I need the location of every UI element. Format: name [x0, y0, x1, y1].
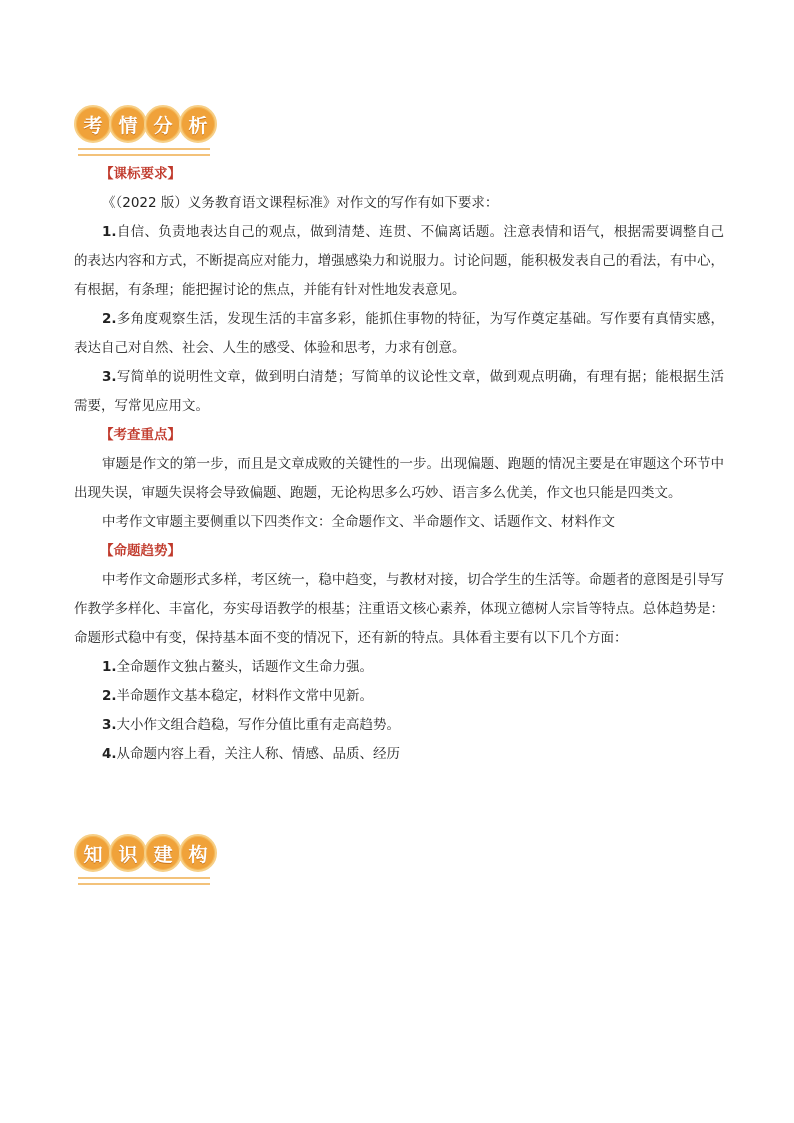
item-text: 多角度观察生活，发现生活的丰富多彩，能抓住事物的特征，为写作奠定基础。写作要有真情实感，表达自己对自然、社会、人生的感受、体验和思考，力求有创意。 — [74, 311, 724, 356]
section-label-curriculum: 【课标要求】 — [100, 166, 181, 182]
heading-underline — [78, 148, 210, 156]
item-number: 1. — [102, 659, 117, 675]
curriculum-item — [74, 218, 724, 305]
curriculum-item — [74, 305, 724, 363]
main-content — [74, 160, 724, 769]
heading-char: 析 — [179, 105, 217, 143]
section-label-focus: 【考查重点】 — [100, 427, 181, 443]
item-text: 自信、负责地表达自己的观点，做到清楚、连贯、不偏离话题。注意表情和语气，根据需要调整自己的表达内容和方式，不断提高应对能力，增强感染力和说服力。讨论问题，能积极发表自己的看法，有中心，有根据，有条理；能把握讨论的焦点，并能有针对性地发表意见。 — [74, 224, 724, 298]
section-label-trend: 【命题趋势】 — [100, 543, 181, 559]
curriculum-item — [74, 363, 724, 421]
heading-char: 建 — [144, 834, 182, 872]
trend-item — [74, 711, 724, 740]
item-number: 3. — [102, 717, 117, 733]
heading-char: 知 — [74, 834, 112, 872]
trend-item — [74, 682, 724, 711]
heading-underline — [78, 877, 210, 885]
item-number: 4. — [102, 746, 117, 762]
focus-paragraph: 审题是作文的第一步，而且是文章成败的关键性的一步。出现偏题、跑题的情况主要是在审题这个环节中出现失误，审题失误将会导致偏题、跑题，无论构思多么巧妙、语言多么优美，作文也只能是四类文。 — [74, 456, 724, 501]
focus-paragraph: 中考作文审题主要侧重以下四类作文：全命题作文、半命题作文、话题作文、材料作文 — [102, 514, 615, 530]
item-text: 全命题作文独占鳌头，话题作文生命力强。 — [116, 659, 374, 675]
item-number: 2. — [102, 311, 117, 327]
heading-knowledge-building — [74, 833, 214, 873]
item-number: 2. — [102, 688, 117, 704]
item-number: 1. — [102, 224, 117, 240]
item-text: 大小作文组合趋稳，写作分值比重有走高趋势。 — [116, 717, 401, 733]
item-text: 半命题作文基本稳定，材料作文常中见新。 — [116, 688, 374, 704]
curriculum-intro: 《（2022 版）义务教育语文课程标准》对作文的写作有如下要求： — [102, 195, 499, 211]
heading-char: 情 — [109, 105, 147, 143]
heading-char: 分 — [144, 105, 182, 143]
item-number: 3. — [102, 369, 117, 385]
heading-char: 识 — [109, 834, 147, 872]
heading-exam-analysis — [74, 104, 214, 144]
trend-intro: 中考作文命题形式多样，考区统一，稳中趋变，与教材对接，切合学生的生活等。命题者的意图是引导写作教学多样化、丰富化，夯实母语教学的根基；注重语文核心素养，体现立德树人宗旨等特点。总体趋势是：命题形式稳中有变，保持基本面不变的情况下，还有新的特点。具体看主要有以下几个方面： — [74, 572, 724, 646]
heading-char: 构 — [179, 834, 217, 872]
heading-char: 考 — [74, 105, 112, 143]
trend-item — [74, 740, 724, 769]
item-text: 从命题内容上看，关注人称、情感、品质、经历 — [116, 746, 401, 762]
trend-item — [74, 653, 724, 682]
item-text: 写简单的说明性文章，做到明白清楚；写简单的议论性文章，做到观点明确，有理有据；能根据生活需要，写常见应用文。 — [74, 369, 724, 414]
